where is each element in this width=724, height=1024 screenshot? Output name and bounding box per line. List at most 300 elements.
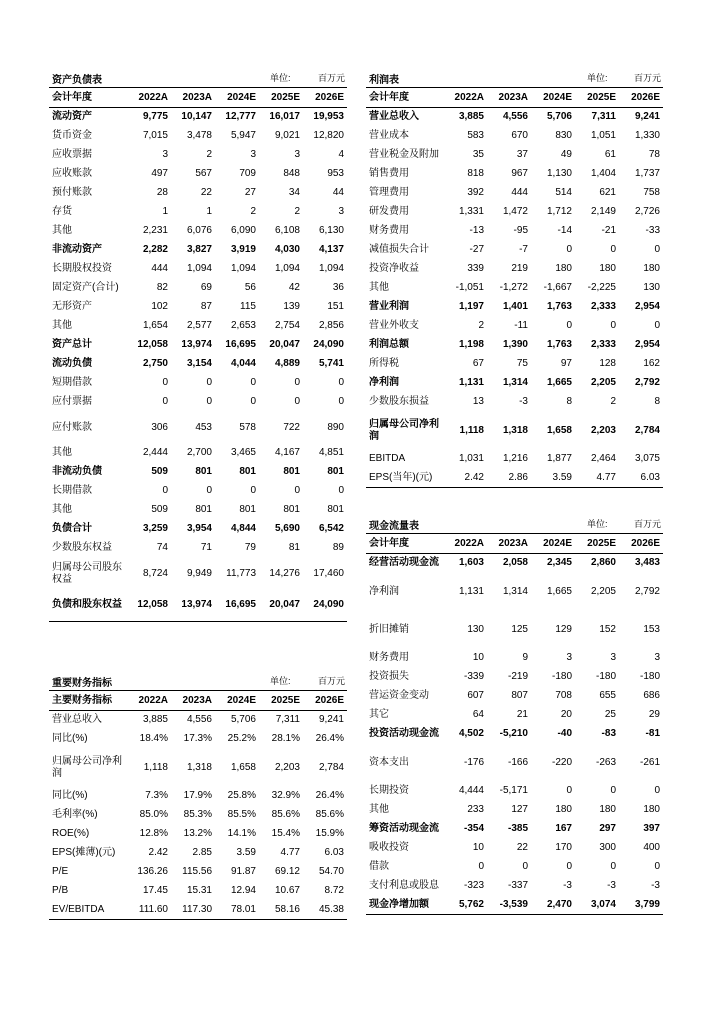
row-value: 818 (467, 168, 484, 179)
table-row (366, 668, 663, 687)
row-label: 其他 (369, 804, 389, 815)
row-value: -1,667 (543, 282, 572, 293)
row-value: 0 (338, 396, 344, 407)
table-row (366, 241, 663, 260)
row-label: 其它 (369, 709, 389, 720)
row-value: 4.77 (280, 847, 300, 858)
row-value: 18.4% (139, 733, 168, 744)
row-value: 85.6% (315, 809, 344, 820)
header-year: 2024E (531, 88, 575, 108)
row-value: 97 (560, 358, 572, 369)
balance-sheet-title: 资产负债表 (52, 75, 102, 86)
row-value: 607 (467, 690, 484, 701)
table-row (366, 706, 663, 725)
row-value: 2,700 (186, 447, 212, 458)
row-value: 3,919 (230, 244, 256, 255)
row-value: 2,345 (546, 557, 572, 569)
table-row (49, 463, 347, 482)
row-value: 17,460 (313, 567, 344, 579)
row-label: 流动资产 (52, 111, 92, 123)
row-value: 85.3% (183, 809, 212, 820)
table-row (49, 393, 347, 412)
balance-sheet-unit-label: 单位: (270, 73, 291, 83)
row-value: 22 (516, 842, 528, 853)
row-value: -21 (601, 225, 616, 236)
table-header-row (366, 534, 663, 554)
table-row (49, 901, 347, 920)
row-value: 1,331 (458, 206, 484, 217)
row-value: 1,094 (230, 263, 256, 274)
row-value: 1,131 (458, 377, 484, 388)
table-row (49, 520, 347, 539)
table-row (49, 749, 347, 787)
row-value: 170 (555, 842, 572, 853)
row-value: 32.9% (271, 790, 300, 801)
row-value: 3 (250, 149, 256, 160)
row-value: 74 (156, 542, 168, 553)
row-value: 4,889 (274, 358, 300, 369)
table-row (366, 839, 663, 858)
header-year: 2025E (259, 691, 303, 711)
row-value: 0 (566, 244, 572, 255)
row-value: -220 (551, 756, 572, 768)
row-value: 1,390 (502, 339, 528, 350)
table-row (49, 863, 347, 882)
table-row (49, 825, 347, 844)
row-value: 5,762 (443, 896, 487, 915)
row-label: 所得税 (369, 358, 399, 369)
row-value: 4,851 (318, 447, 344, 458)
row-value: -83 (601, 728, 616, 739)
row-value: 61 (604, 149, 616, 160)
row-value: 801 (327, 466, 344, 477)
row-label: 利润总额 (369, 339, 409, 350)
row-value: 2,470 (531, 896, 575, 915)
row-value: 2,333 (590, 339, 616, 350)
row-value: 709 (239, 168, 256, 179)
row-value: 81 (288, 542, 300, 553)
row-value: 655 (599, 690, 616, 701)
row-value: -166 (507, 756, 528, 768)
row-value: 400 (643, 842, 660, 853)
table-row (366, 317, 663, 336)
row-value: 12,777 (225, 111, 256, 123)
row-value: 3,074 (575, 896, 619, 915)
header-label: 会计年度 (366, 88, 443, 108)
row-value: -5,210 (499, 728, 528, 739)
row-value: 82 (156, 282, 168, 293)
cash-flow-unit: 百万元 (633, 519, 661, 529)
table-row (366, 896, 663, 915)
row-value: 1,031 (458, 453, 484, 464)
row-value: 1,658 (230, 761, 256, 773)
row-value: 75 (516, 358, 528, 369)
table-row (49, 444, 347, 463)
row-value: 3 (338, 206, 344, 217)
row-value: 0 (566, 861, 572, 872)
row-label: 投资活动现金流 (369, 728, 439, 739)
table-row (49, 501, 347, 520)
row-value: 8 (566, 396, 572, 407)
row-value: 6,090 (230, 225, 256, 236)
row-value: 3,827 (186, 244, 212, 255)
row-value: 0 (610, 320, 616, 331)
row-value: -95 (513, 225, 528, 236)
row-value: 444 (151, 263, 168, 274)
row-label: 营业利润 (369, 301, 409, 312)
table-row (49, 279, 347, 298)
row-label: 存货 (52, 206, 72, 217)
row-value: 2,444 (142, 447, 168, 458)
row-value: 8 (654, 396, 660, 407)
row-label: 无形资产 (52, 301, 92, 312)
row-value: 45.38 (303, 901, 347, 920)
row-value: -2,225 (587, 282, 616, 293)
key-ratios-unit: 百万元 (317, 676, 345, 686)
table-header-row (49, 691, 347, 711)
row-value: 578 (239, 421, 256, 433)
cash-flow-panel (366, 514, 663, 915)
row-value: 830 (555, 130, 572, 141)
row-label: 归属母公司股东权益 (52, 561, 122, 585)
row-value: 1 (162, 206, 168, 217)
row-value: 392 (467, 187, 484, 198)
row-value: 17.45 (142, 885, 168, 896)
row-value: 127 (511, 804, 528, 815)
row-value: -176 (463, 756, 484, 768)
row-label: 经营活动现金流 (369, 557, 439, 569)
header-year: 2023A (487, 88, 531, 108)
row-value: 16,695 (225, 339, 256, 350)
row-value: -354 (463, 823, 484, 834)
row-value: 130 (467, 623, 484, 635)
row-value: 128 (599, 358, 616, 369)
row-label: 归属母公司净利润 (52, 755, 122, 779)
row-value: 24,090 (313, 339, 344, 350)
row-value: 801 (327, 504, 344, 515)
row-value: 0 (206, 485, 212, 496)
row-value: 3,259 (142, 523, 168, 534)
row-value: 37 (516, 149, 528, 160)
row-label: 应收票据 (52, 149, 92, 160)
row-value: 111.60 (127, 901, 171, 920)
row-value: 0 (566, 785, 572, 796)
row-value: 2,792 (634, 585, 660, 597)
income-statement-unit: 百万元 (633, 73, 661, 83)
row-value: 115 (240, 301, 256, 312)
row-value: 6.03 (619, 469, 663, 488)
table-row (49, 374, 347, 393)
header-year: 2026E (619, 88, 663, 108)
row-value: -1,051 (455, 282, 484, 293)
row-value: -3 (563, 880, 572, 891)
row-value: 0 (522, 861, 528, 872)
row-value: 4,844 (230, 523, 256, 534)
table-row (49, 336, 347, 355)
row-value: 10 (472, 842, 484, 853)
row-value: -1,272 (499, 282, 528, 293)
row-value: -11 (514, 320, 528, 331)
row-label: 固定资产(合计) (52, 282, 119, 293)
row-value: 953 (327, 168, 344, 179)
table-row (366, 801, 663, 820)
row-value: 42 (288, 282, 300, 293)
header-year: 2023A (487, 534, 531, 554)
row-value: 3.59 (236, 847, 256, 858)
row-value: 2,333 (590, 301, 616, 312)
row-value: 1,665 (546, 377, 572, 388)
row-value: 0 (250, 485, 256, 496)
row-value: 4 (338, 149, 344, 160)
table-row (366, 336, 663, 355)
row-value: 2,464 (590, 453, 616, 464)
row-label: ROE(%) (52, 828, 90, 839)
row-value: 15.4% (271, 828, 300, 839)
row-value: 1,198 (458, 339, 484, 350)
header-label: 会计年度 (366, 534, 443, 554)
row-value: 2,856 (318, 320, 344, 331)
row-value: 79 (244, 542, 256, 553)
table-row (49, 260, 347, 279)
row-label: 应付票据 (52, 396, 92, 407)
row-value: 87 (200, 301, 212, 312)
row-label: 负债合计 (52, 523, 92, 534)
row-value: 1,094 (318, 263, 344, 274)
table-row (49, 711, 347, 730)
row-value: 0 (610, 244, 616, 255)
row-value: 2.42 (443, 469, 487, 488)
key-ratios-title: 重要财务指标 (52, 678, 112, 689)
row-value: 2 (294, 206, 300, 217)
row-value: 4,556 (502, 111, 528, 123)
row-value: 35 (472, 149, 484, 160)
row-value: 801 (195, 504, 212, 515)
row-value: 85.0% (139, 809, 168, 820)
table-row (49, 730, 347, 749)
row-value: 801 (283, 504, 300, 515)
table-row (366, 355, 663, 374)
row-value: -3 (607, 880, 616, 891)
key-ratios-panel (49, 671, 347, 920)
row-value: 13 (472, 396, 484, 407)
row-label: 其他 (52, 447, 72, 458)
row-value: 2,282 (142, 244, 168, 255)
row-value: 4,167 (274, 447, 300, 458)
row-value: 13,974 (181, 339, 212, 350)
row-value: -263 (595, 756, 616, 768)
income-statement-title: 利润表 (369, 75, 399, 86)
row-value: 9,949 (186, 567, 212, 579)
row-value: 801 (239, 466, 256, 477)
row-value: 1,094 (186, 263, 212, 274)
row-value: 233 (467, 804, 484, 815)
row-value: 621 (599, 187, 616, 198)
header-year: 2024E (215, 691, 259, 711)
row-value: 5,690 (274, 523, 300, 534)
table-row (366, 374, 663, 393)
row-label: 负债和股东权益 (49, 590, 127, 622)
row-value: 0 (338, 377, 344, 388)
income-statement-panel (366, 68, 663, 488)
header-year: 2022A (127, 691, 171, 711)
row-label: 现金净增加额 (366, 896, 443, 915)
header-year: 2022A (443, 88, 487, 108)
row-value: -7 (519, 244, 528, 255)
header-year: 2026E (619, 534, 663, 554)
table-row (49, 844, 347, 863)
row-label: 投资损失 (369, 671, 409, 682)
row-value: 509 (151, 466, 168, 477)
row-value: 0 (162, 377, 168, 388)
row-value: 0 (338, 485, 344, 496)
table-row (49, 127, 347, 146)
row-label: P/E (52, 866, 69, 877)
row-value: 13,974 (171, 590, 215, 622)
row-value: -3 (651, 880, 660, 891)
row-label: 资产总计 (52, 339, 92, 350)
row-value: 24,090 (303, 590, 347, 622)
row-label: 营业成本 (369, 130, 409, 141)
header-label: 会计年度 (49, 88, 127, 108)
row-value: 686 (643, 690, 660, 701)
row-label: 长期借款 (52, 485, 92, 496)
table-row (366, 260, 663, 279)
row-value: 34 (288, 187, 300, 198)
row-value: 9,241 (634, 111, 660, 123)
row-value: 583 (467, 130, 484, 141)
row-label: 营业总收入 (369, 111, 419, 123)
row-value: 89 (332, 542, 344, 553)
row-value: 3,075 (634, 453, 660, 464)
row-value: 5,741 (318, 358, 344, 369)
row-value: -180 (639, 671, 660, 682)
row-value: 801 (283, 466, 300, 477)
balance-sheet-panel (49, 68, 347, 622)
row-value: 1,877 (546, 453, 572, 464)
row-label: 归属母公司净利润 (369, 418, 439, 442)
row-value: 801 (239, 504, 256, 515)
table-row (366, 782, 663, 801)
table-header-row (49, 88, 347, 108)
row-value: 1,472 (502, 206, 528, 217)
row-label: EV/EBITDA (49, 901, 127, 920)
balance-sheet-table (49, 88, 347, 622)
table-row (366, 858, 663, 877)
row-value: 509 (151, 504, 168, 515)
row-value: 3,465 (230, 447, 256, 458)
row-value: 12,058 (127, 590, 171, 622)
row-value: 2,205 (590, 585, 616, 597)
row-value: 44 (332, 187, 344, 198)
row-value: 28 (156, 187, 168, 198)
row-value: 0 (250, 396, 256, 407)
row-value: 12.94 (230, 885, 256, 896)
row-value: 26.4% (315, 790, 344, 801)
header-year: 2025E (575, 534, 619, 554)
row-value: 1,118 (459, 424, 484, 436)
row-value: 6.03 (324, 847, 344, 858)
row-value: -81 (645, 728, 660, 739)
row-value: 8.72 (324, 885, 344, 896)
row-value: 0 (654, 244, 660, 255)
key-ratios-title-row (49, 671, 347, 691)
row-value: 0 (610, 861, 616, 872)
row-value: 1,401 (502, 301, 528, 312)
row-value: 67 (472, 358, 484, 369)
header-year: 2022A (127, 88, 171, 108)
row-value: 306 (151, 421, 168, 433)
row-value: 6,108 (274, 225, 300, 236)
row-label: 流动负债 (52, 358, 92, 369)
row-value: 22 (200, 187, 212, 198)
row-value: 1,603 (458, 557, 484, 569)
row-value: 152 (599, 623, 616, 635)
row-value: 20 (560, 709, 572, 720)
row-value: 20,047 (269, 339, 300, 350)
row-value: 180 (555, 804, 572, 815)
row-value: 7,311 (591, 111, 616, 123)
row-value: 0 (162, 485, 168, 496)
row-value: 6,130 (318, 225, 344, 236)
row-value: 12.8% (139, 828, 168, 839)
row-value: 14.1% (227, 828, 256, 839)
row-value: 567 (195, 168, 212, 179)
row-value: 10 (472, 652, 484, 663)
row-value: 967 (511, 168, 528, 179)
row-label: 营业外收支 (369, 320, 419, 331)
row-value: 2 (206, 149, 212, 160)
row-value: 180 (555, 263, 572, 274)
header-year: 2024E (215, 88, 259, 108)
row-value: -219 (507, 671, 528, 682)
row-label: 减值损失合计 (369, 244, 429, 255)
row-value: 444 (511, 187, 528, 198)
row-value: 3 (566, 652, 572, 663)
row-value: 0 (250, 377, 256, 388)
table-row (366, 450, 663, 469)
table-row (366, 412, 663, 450)
row-value: 0 (566, 320, 572, 331)
row-value: 4,556 (186, 714, 212, 726)
row-label: 营运资金变动 (369, 690, 429, 701)
row-value: 16,695 (215, 590, 259, 622)
row-value: 19,953 (313, 111, 344, 123)
row-value: 11,773 (226, 567, 256, 579)
row-value: 3 (162, 149, 168, 160)
row-value: 2.86 (487, 469, 531, 488)
row-value: 180 (599, 263, 616, 274)
row-value: 180 (599, 804, 616, 815)
row-value: 14,276 (269, 567, 300, 579)
row-value: 848 (283, 168, 300, 179)
row-value: 2.42 (148, 847, 168, 858)
table-row (49, 558, 347, 590)
row-value: 5,706 (546, 111, 572, 123)
row-value: 2,231 (142, 225, 168, 236)
row-value: 85.6% (271, 809, 300, 820)
row-label: 吸收投资 (369, 842, 409, 853)
table-row (366, 298, 663, 317)
row-label: EPS(摊薄)(元) (52, 847, 116, 858)
row-value: 3,954 (186, 523, 212, 534)
row-value: 2,954 (634, 339, 660, 350)
table-row (366, 222, 663, 241)
key-ratios-table (49, 691, 347, 920)
row-value: 3.59 (531, 469, 575, 488)
table-row (366, 611, 663, 649)
table-row (366, 573, 663, 611)
row-value: 12,820 (313, 130, 344, 141)
